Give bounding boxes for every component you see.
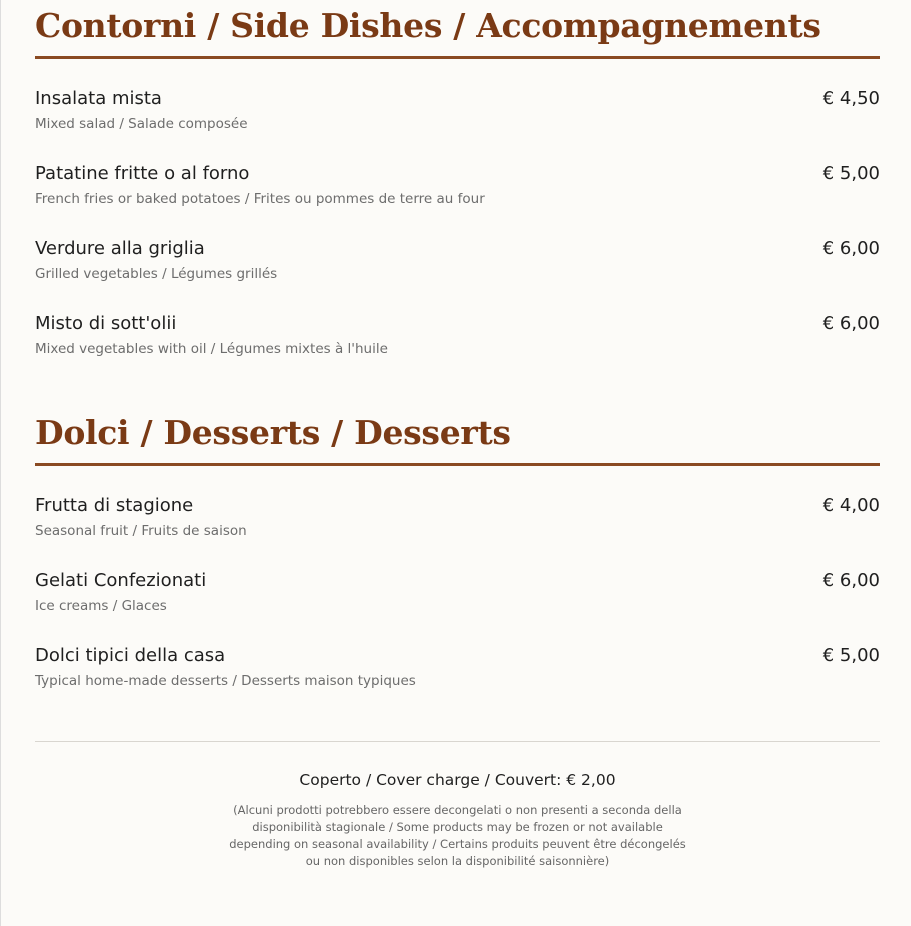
item-price: € 5,00	[822, 645, 880, 666]
section-divider	[35, 463, 880, 466]
item-name: Frutta di stagione	[35, 495, 194, 516]
menu-item	[35, 88, 880, 163]
item-description: Mixed vegetables with oil / Légumes mixtes à l'huile	[35, 341, 388, 357]
item-price: € 4,50	[822, 88, 880, 109]
item-price: € 6,00	[822, 238, 880, 259]
item-description: Ice creams / Glaces	[35, 598, 167, 614]
menu-item	[35, 570, 880, 645]
menu-item	[35, 645, 880, 720]
footer-divider	[35, 741, 880, 742]
section-desserts	[35, 413, 880, 720]
item-description: Seasonal fruit / Fruits de saison	[35, 523, 247, 539]
item-price: € 6,00	[822, 570, 880, 591]
item-list	[35, 495, 880, 720]
menu-item	[35, 163, 880, 238]
menu-item	[35, 238, 880, 313]
menu-item	[35, 495, 880, 570]
item-name: Dolci tipici della casa	[35, 645, 226, 666]
item-name: Patatine fritte o al forno	[35, 163, 250, 184]
item-description: Grilled vegetables / Légumes grillés	[35, 266, 278, 282]
item-price: € 5,00	[822, 163, 880, 184]
item-price: € 6,00	[822, 313, 880, 334]
item-description: Typical home-made desserts / Desserts maison typiques	[35, 673, 416, 689]
item-description: French fries or baked potatoes / Frites ou pommes de terre au four	[35, 191, 485, 207]
section-divider	[35, 56, 880, 59]
menu-item	[35, 313, 880, 388]
item-name: Insalata mista	[35, 88, 162, 109]
item-description: Mixed salad / Salade composée	[35, 116, 248, 132]
item-name: Misto di sott'olii	[35, 313, 177, 334]
cover-charge: Coperto / Cover charge / Couvert: € 2,00	[299, 771, 616, 789]
section-side-dishes	[35, 6, 880, 388]
item-name: Gelati Confezionati	[35, 570, 207, 591]
item-list	[35, 88, 880, 388]
section-title: Contorni / Side Dishes / Accompagnements	[35, 6, 821, 45]
item-price: € 4,00	[822, 495, 880, 516]
item-name: Verdure alla griglia	[35, 238, 205, 259]
menu-footer	[35, 741, 880, 870]
availability-note: (Alcuni prodotti potrebbero essere decongelati o non presenti a seconda della disponibilità stagionale / Some products may be frozen or not available depending on seasonal availability / Certains produits peuvent être décongelés ou non disponibles selon la disponibilité saisonnière)	[229, 803, 686, 868]
section-title: Dolci / Desserts / Desserts	[35, 413, 511, 452]
